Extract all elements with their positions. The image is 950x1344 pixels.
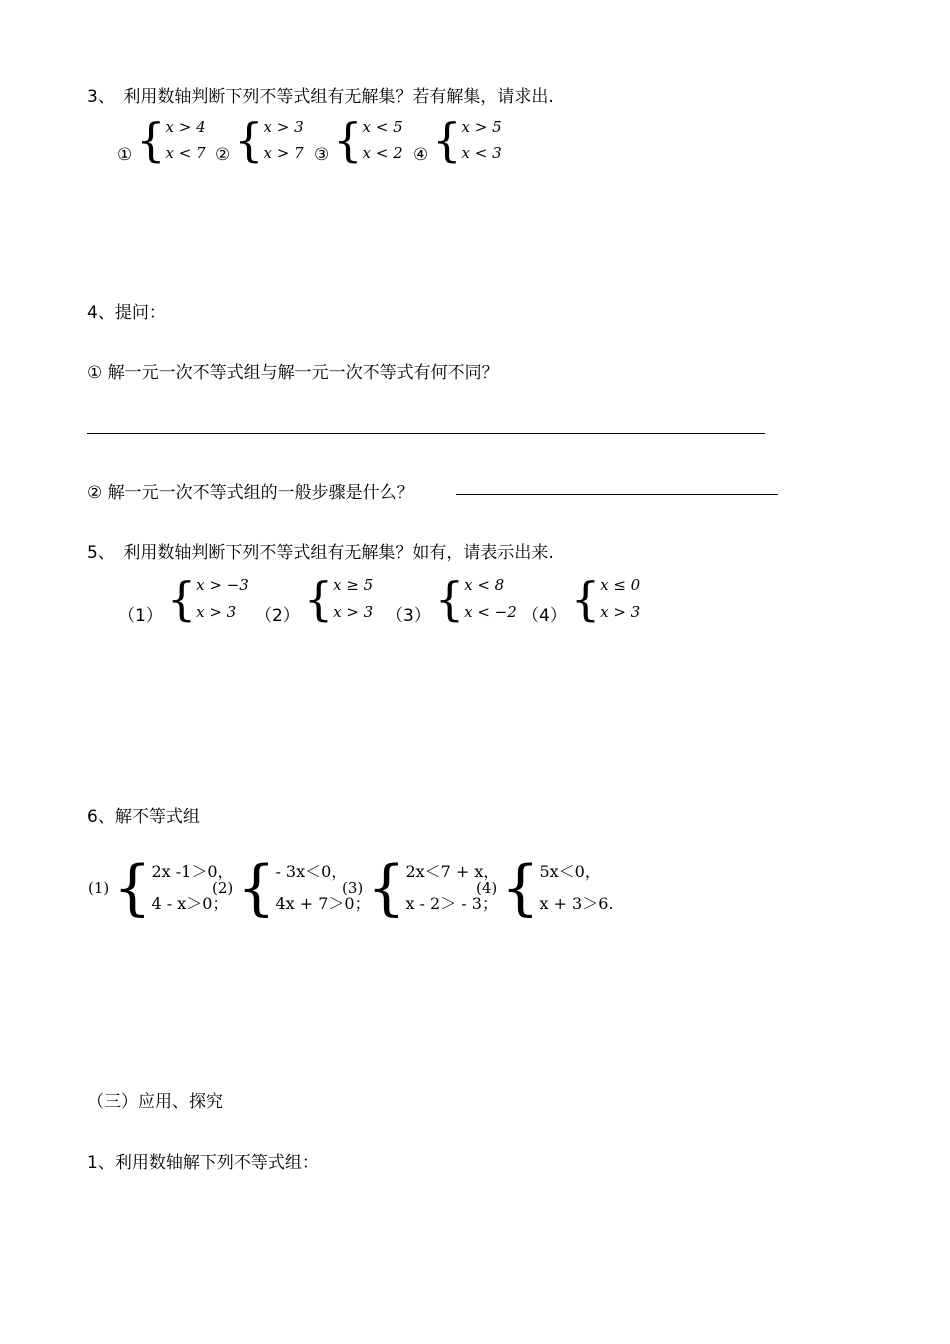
q3-system-3 — [314, 113, 403, 167]
brace-icon: { — [570, 571, 601, 626]
inequality: x - 2＞ - 3； — [405, 894, 498, 913]
inequality: x > 3 — [600, 602, 641, 621]
system-label: （4） — [522, 606, 567, 626]
q3-system-2 — [215, 113, 304, 167]
system-label: (3) — [342, 879, 364, 897]
question-5-prompt: 5、 利用数轴判断下列不等式组有无解集？如有，请表示出来. — [87, 543, 554, 563]
inequality: x ≤ 0 — [600, 575, 641, 594]
question-4-prompt: 4、提问： — [87, 303, 166, 323]
inequality: x < 5 — [362, 118, 403, 136]
section-heading: （三）应用、探究 — [87, 1092, 223, 1112]
inequality: x < 3 — [461, 144, 502, 162]
inequality: x < −2 — [464, 602, 517, 621]
inequality: x > −3 — [196, 575, 249, 594]
inequality: x < 8 — [464, 575, 505, 594]
q6-system-4 — [476, 853, 614, 923]
q3-system-4 — [413, 113, 502, 167]
q5-system-2 — [255, 571, 374, 626]
brace-icon: { — [136, 113, 166, 167]
system-label: （3） — [386, 606, 431, 626]
question-4-sub-1: ① 解一元一次不等式组与解一元一次不等式有何不同？ — [87, 363, 499, 383]
inequality: 5x＜0， — [539, 862, 601, 881]
brace-icon: { — [166, 571, 197, 626]
inequality: x < 2 — [362, 144, 403, 162]
inequality: x > 5 — [461, 118, 502, 136]
system-label: （1） — [118, 606, 163, 626]
inequality: x + 3＞6. — [539, 894, 614, 913]
inequality: 2x＜7 + x， — [405, 862, 500, 881]
inequality: 2x -1＞0， — [151, 862, 234, 881]
answer-blank-line — [87, 433, 765, 434]
question-6-prompt: 6、解不等式组 — [87, 807, 200, 827]
question-3-prompt: 3、 利用数轴判断下列不等式组有无解集？若有解集，请求出. — [87, 87, 554, 107]
system-label: ③ — [314, 145, 330, 165]
inequality: x < 7 — [165, 144, 206, 162]
inequality: x ≥ 5 — [333, 575, 374, 594]
inequality: - 3x＜0， — [275, 862, 348, 881]
inequality: x > 3 — [263, 118, 304, 136]
section-question-1: 1、利用数轴解下列不等式组： — [87, 1153, 319, 1173]
inequality: 4x + 7＞0； — [275, 894, 371, 913]
inequality: x > 3 — [333, 602, 374, 621]
brace-icon: { — [333, 113, 363, 167]
inequality: x > 3 — [196, 602, 237, 621]
brace-icon: { — [234, 113, 264, 167]
brace-icon: { — [501, 853, 540, 923]
system-label: ② — [215, 145, 231, 165]
brace-icon: { — [432, 113, 462, 167]
inequality: x > 4 — [165, 118, 206, 136]
system-label: （2） — [255, 606, 300, 626]
q5-system-4 — [522, 571, 641, 626]
system-label: ④ — [413, 145, 429, 165]
system-label: (2) — [212, 879, 234, 897]
brace-icon: { — [237, 853, 276, 923]
inequality: x > 7 — [263, 144, 304, 162]
brace-icon: { — [303, 571, 334, 626]
system-label: (1) — [88, 879, 110, 897]
answer-blank-line — [456, 494, 778, 495]
q5-system-1 — [118, 571, 249, 626]
brace-icon: { — [434, 571, 465, 626]
inequality: 4 - x＞0； — [151, 894, 229, 913]
system-label: (4) — [476, 879, 498, 897]
q3-system-1 — [117, 113, 206, 167]
brace-icon: { — [367, 853, 406, 923]
system-label: ① — [117, 145, 133, 165]
question-4-sub-2: ② 解一元一次不等式组的一般步骤是什么？ — [87, 483, 414, 503]
brace-icon: { — [113, 853, 152, 923]
q5-system-3 — [386, 571, 517, 626]
